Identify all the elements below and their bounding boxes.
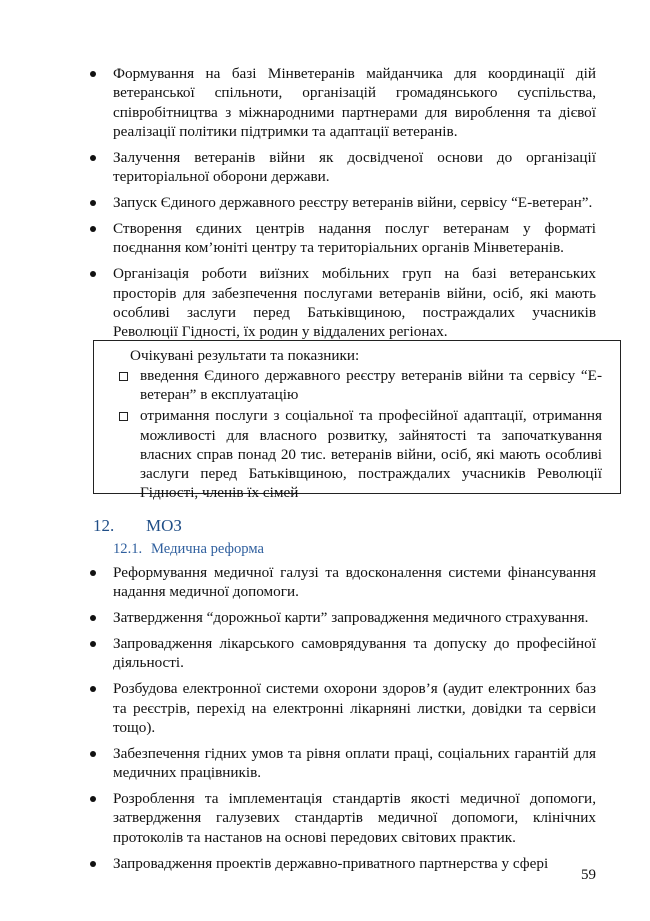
bullet-dot-icon xyxy=(90,71,96,77)
results-item-text: отримання послуги з соціальної та професійної адаптації, отримання можливості для власного розвитку, зайнятості та започаткування власних справ понад 20 тис. ветеранів війни, осіб, які мають особливі заслуги перед Батьківщиною, постраждалих учасників Революції Гідності, членів їх сімей xyxy=(140,407,602,502)
bullet-text: Запуск Єдиного державного реєстру ветеранів війни, сервісу “Е-ветеран”. xyxy=(113,194,593,212)
veterans-bullet-list xyxy=(90,64,596,348)
bullet-dot-icon xyxy=(90,641,96,647)
bullet-item xyxy=(90,264,596,342)
square-bullet-icon xyxy=(119,372,128,381)
bullet-text: Запровадження проектів державно-приватного партнерства у сфері xyxy=(113,854,549,872)
bullet-item xyxy=(90,634,596,673)
bullet-item xyxy=(90,679,596,737)
results-item xyxy=(118,406,602,502)
bullet-text: Розроблення та імплементація стандартів якості медичної допомоги, затвердження галузевих стандартів медичної допомоги, клінічних протоколів та настанов на основі передових світових практик. xyxy=(113,790,596,846)
bullet-text: Забезпечення гідних умов та рівня оплати праці, соціальних гарантій для медичних працівників. xyxy=(113,744,596,782)
bullet-text: Залучення ветеранів війни як досвідченої основи до організації територіальної оборони держави. xyxy=(113,149,596,186)
bullet-dot-icon xyxy=(90,861,96,867)
results-list xyxy=(118,366,602,504)
section-heading xyxy=(93,516,182,536)
section-number: 12. xyxy=(93,516,115,535)
bullet-item xyxy=(90,219,596,258)
bullet-text: Запровадження лікарського самоврядування та допуску до професійної діяльності. xyxy=(113,635,596,672)
bullet-item xyxy=(90,148,596,187)
bullet-item xyxy=(90,193,596,212)
bullet-item xyxy=(90,608,596,627)
bullet-text: Реформування медичної галузі та вдосконалення системи фінансування надання медичної допомоги. xyxy=(113,564,596,601)
bullet-dot-icon xyxy=(90,570,96,576)
bullet-dot-icon xyxy=(90,796,96,802)
bullet-dot-icon xyxy=(90,200,96,206)
bullet-text: Створення єдиних центрів надання послуг ветеранам у форматі поєднання ком’юніті центру та територіальних органів Мінветеранів. xyxy=(113,220,596,257)
bullet-dot-icon xyxy=(90,615,96,621)
bullet-item xyxy=(90,563,596,602)
bullet-dot-icon xyxy=(90,226,96,232)
bullet-text: Затвердження “дорожньої карти” запровадження медичного страхування. xyxy=(113,609,589,627)
results-item xyxy=(118,366,602,404)
medical-reform-bullet-list xyxy=(90,563,596,879)
subsection-title: Медична реформа xyxy=(151,541,264,557)
bullet-dot-icon xyxy=(90,751,96,757)
bullet-item xyxy=(90,789,596,847)
page-number: 59 xyxy=(581,867,596,883)
bullet-text: Організація роботи виїзних мобільних груп на базі ветеранських просторів для забезпечення послугами ветеранів війни, осіб, які мають особливі заслуги перед Батьківщиною, постраждалих учасників Революції Гідності, їх родин у віддалених регіонах. xyxy=(113,265,596,341)
bullet-text: Розбудова електронної системи охорони здоров’я (аудит електронних баз та реєстрів, перехід на електронні лікарняні листки, довідки та сервіси тощо). xyxy=(113,680,596,737)
bullet-item xyxy=(90,854,596,873)
results-box-title: Очікувані результати та показники: xyxy=(130,347,360,364)
bullet-dot-icon xyxy=(90,686,96,692)
expected-results-box xyxy=(93,340,621,502)
square-bullet-icon xyxy=(119,412,128,421)
bullet-item xyxy=(90,64,596,142)
bullet-item xyxy=(90,744,596,783)
section-title: МОЗ xyxy=(146,516,182,535)
bullet-dot-icon xyxy=(90,155,96,161)
subsection-heading xyxy=(113,540,264,558)
results-item-text: введення Єдиного державного реєстру ветеранів війни та сервісу “Е-ветеран” в експлуатацію xyxy=(140,367,602,404)
subsection-number: 12.1. xyxy=(113,541,143,557)
bullet-text: Формування на базі Мінветеранів майданчика для координації дій ветеранської спільноти, організацій громадянського суспільства, співробітництва з міжнародними партнерами для вироблення та дієвої реалізації політики підтримки та адаптації ветеранів. xyxy=(113,65,596,141)
bullet-dot-icon xyxy=(90,271,96,277)
